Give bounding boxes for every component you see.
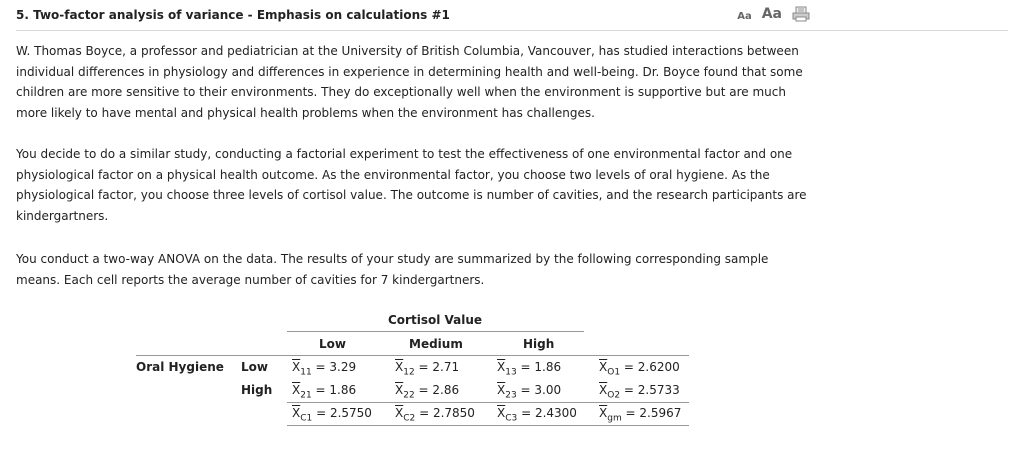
- row-level-high: High: [241, 383, 273, 397]
- print-icon[interactable]: [792, 6, 810, 22]
- col-mean-c1: $\overline{X}_{C1} = 2.5750$: [292, 406, 372, 424]
- results-paragraph: You conduct a two-way ANOVA on the data. The results of your study are summarized by the following corresponding sample means. Each cell reports the average number of cavities for 7 kindergartners.: [16, 252, 769, 287]
- row-mean-o2: $\overline{X}_{O2} = 2.5733$: [599, 383, 680, 401]
- question-header: [16, 8, 1008, 31]
- bottom-rule: [287, 425, 689, 426]
- cell-mean-21: $\overline{X}_{21} = 1.86$: [292, 383, 357, 401]
- cell-mean-12: $\overline{X}_{12} = 2.71$: [395, 360, 460, 378]
- col-mean-c3: $\overline{X}_{C3} = 2.4300$: [497, 406, 577, 424]
- row-mean-o1: $\overline{X}_{O1} = 2.6200$: [599, 360, 680, 378]
- col-level-high: High: [523, 337, 555, 351]
- increase-font-button[interactable]: Aa: [761, 6, 782, 22]
- totals-rule: [287, 402, 689, 403]
- col-level-low: Low: [319, 337, 346, 351]
- cell-mean-11: $\overline{X}_{11} = 3.29$: [292, 360, 357, 378]
- col-mean-c2: $\overline{X}_{C2} = 2.7850$: [395, 406, 475, 424]
- cell-mean-13: $\overline{X}_{13} = 1.86$: [497, 360, 562, 378]
- row-factor-label: Oral Hygiene: [136, 360, 224, 374]
- cell-mean-22: $\overline{X}_{22} = 2.86$: [395, 383, 460, 401]
- header-rule: [136, 355, 689, 356]
- question-title: 5. Two-factor analysis of variance - Emphasis on calculations #1: [16, 8, 450, 22]
- decrease-font-button[interactable]: Aa: [737, 11, 752, 22]
- study-design-paragraph: You decide to do a similar study, conducting a factorial experiment to test the effectiveness of one environmental factor and one physiological factor on a physical health outcome. As the environmental factor, you choose two levels of oral hygiene. As the physiological factor, you choose three levels of cortisol value. The outcome is number of cavities, and the research participants are kindergartners.: [16, 147, 807, 223]
- cell-mean-23: $\overline{X}_{23} = 3.00$: [497, 383, 562, 401]
- col-factor-rule: [287, 331, 584, 332]
- header-tools: [737, 6, 810, 22]
- grand-mean: $\overline{X}_{gm} = 2.5967$: [599, 406, 682, 424]
- col-level-medium: Medium: [409, 337, 463, 351]
- row-level-low: Low: [241, 360, 268, 374]
- intro-paragraph: W. Thomas Boyce, a professor and pediatrician at the University of British Columbia, Vancouver, has studied interactions between individual differences in physiology and differences in experience in determining health and well-being. Dr. Boyce found that some children are more sensitive to their environments. They do exceptionally well when the environment is supportive but are much more likely to have mental and physical health problems when the environment has challenges.: [16, 44, 803, 120]
- col-factor-label: Cortisol Value: [388, 313, 483, 327]
